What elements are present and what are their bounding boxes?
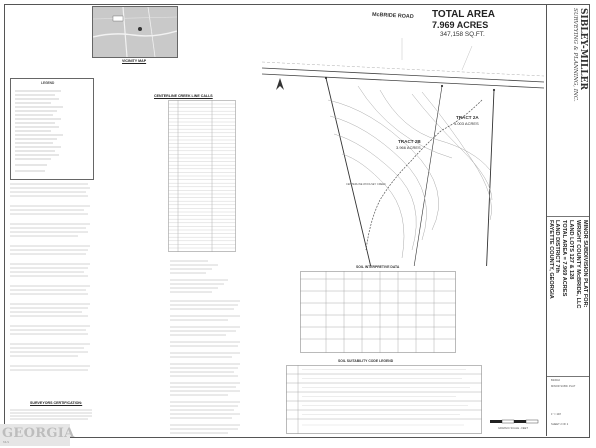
graphic-scale-label: GRAPHIC SCALE - FEET [498, 427, 528, 430]
creek-label: CENTERLINE WOOLSEY CREEK [346, 183, 386, 186]
legend-lines [11, 87, 93, 183]
total-area-heading: TOTAL AREA [432, 9, 495, 20]
plat-title: MINOR SUBDIVISION PLAT FOR: [582, 220, 588, 308]
north-arrow-icon [276, 78, 284, 90]
firm-name: SIBLEY-MILLER [578, 8, 588, 90]
tract-2a-label: TRACT 2A [456, 115, 479, 120]
tract-2b-label: TRACT 2B [398, 139, 421, 144]
road-label: McBRIDE ROAD [371, 11, 414, 21]
soil-suitability-table [286, 365, 482, 435]
tract-2a-area: 4.003 ACRES [454, 121, 479, 126]
total-area-acres: 7.969 ACRES [432, 20, 489, 30]
county-state: FAYETTE COUNTY, GEORGIA [548, 220, 554, 299]
vicinity-map-image [92, 6, 178, 58]
surveyors-cert-heading: SURVEYORS CERTIFICATION: [30, 401, 83, 405]
title-total-area: TOTAL AREA = 7.969 ACRES [561, 220, 567, 297]
vicinity-map-drawing [93, 7, 177, 57]
soil-data-heading: SOIL INTERPRETIVE DATA [356, 265, 400, 269]
legend-box [10, 78, 94, 180]
tract-2b-area: 3.966 ACRES [396, 145, 421, 150]
centerline-calls-table [168, 100, 236, 252]
total-area-sqft: 347,158 SQ.FT. [440, 31, 485, 38]
title-block [546, 4, 589, 436]
soil-suitability-heading: SOIL SUITABILITY CODE LEGEND [338, 359, 394, 363]
watermark-brand: GEORGIA [2, 426, 75, 441]
firm-subtitle: SURVEYING & PLANNING, INC. [572, 8, 578, 102]
client-name: WRIGHT COUNTY McBRIDE, LLC [575, 220, 581, 309]
land-lots: LAND LOTS 127 & 128 [568, 220, 574, 280]
general-notes [8, 180, 96, 420]
plat-type: MINOR SUBD. PLAT [551, 385, 576, 388]
plat-scale: 1" = 100' [551, 413, 562, 416]
legend-heading: LEGEND [41, 81, 55, 85]
sheet-number: SHEET 2 OF 2 [551, 423, 569, 426]
watermark-sub: MLS [3, 440, 10, 444]
job-number: B23042 [551, 379, 560, 382]
centerline-table-heading: CENTERLINE CREEK LINE CALLS [154, 94, 213, 98]
soil-data-table [300, 271, 456, 353]
owner-info [168, 258, 232, 298]
georgia-mls-watermark [0, 424, 75, 446]
land-district: LAND DISTRICT 7th [554, 220, 560, 273]
plat-notes [168, 298, 244, 448]
vicinity-map-heading: VICINITY MAP [122, 59, 147, 63]
